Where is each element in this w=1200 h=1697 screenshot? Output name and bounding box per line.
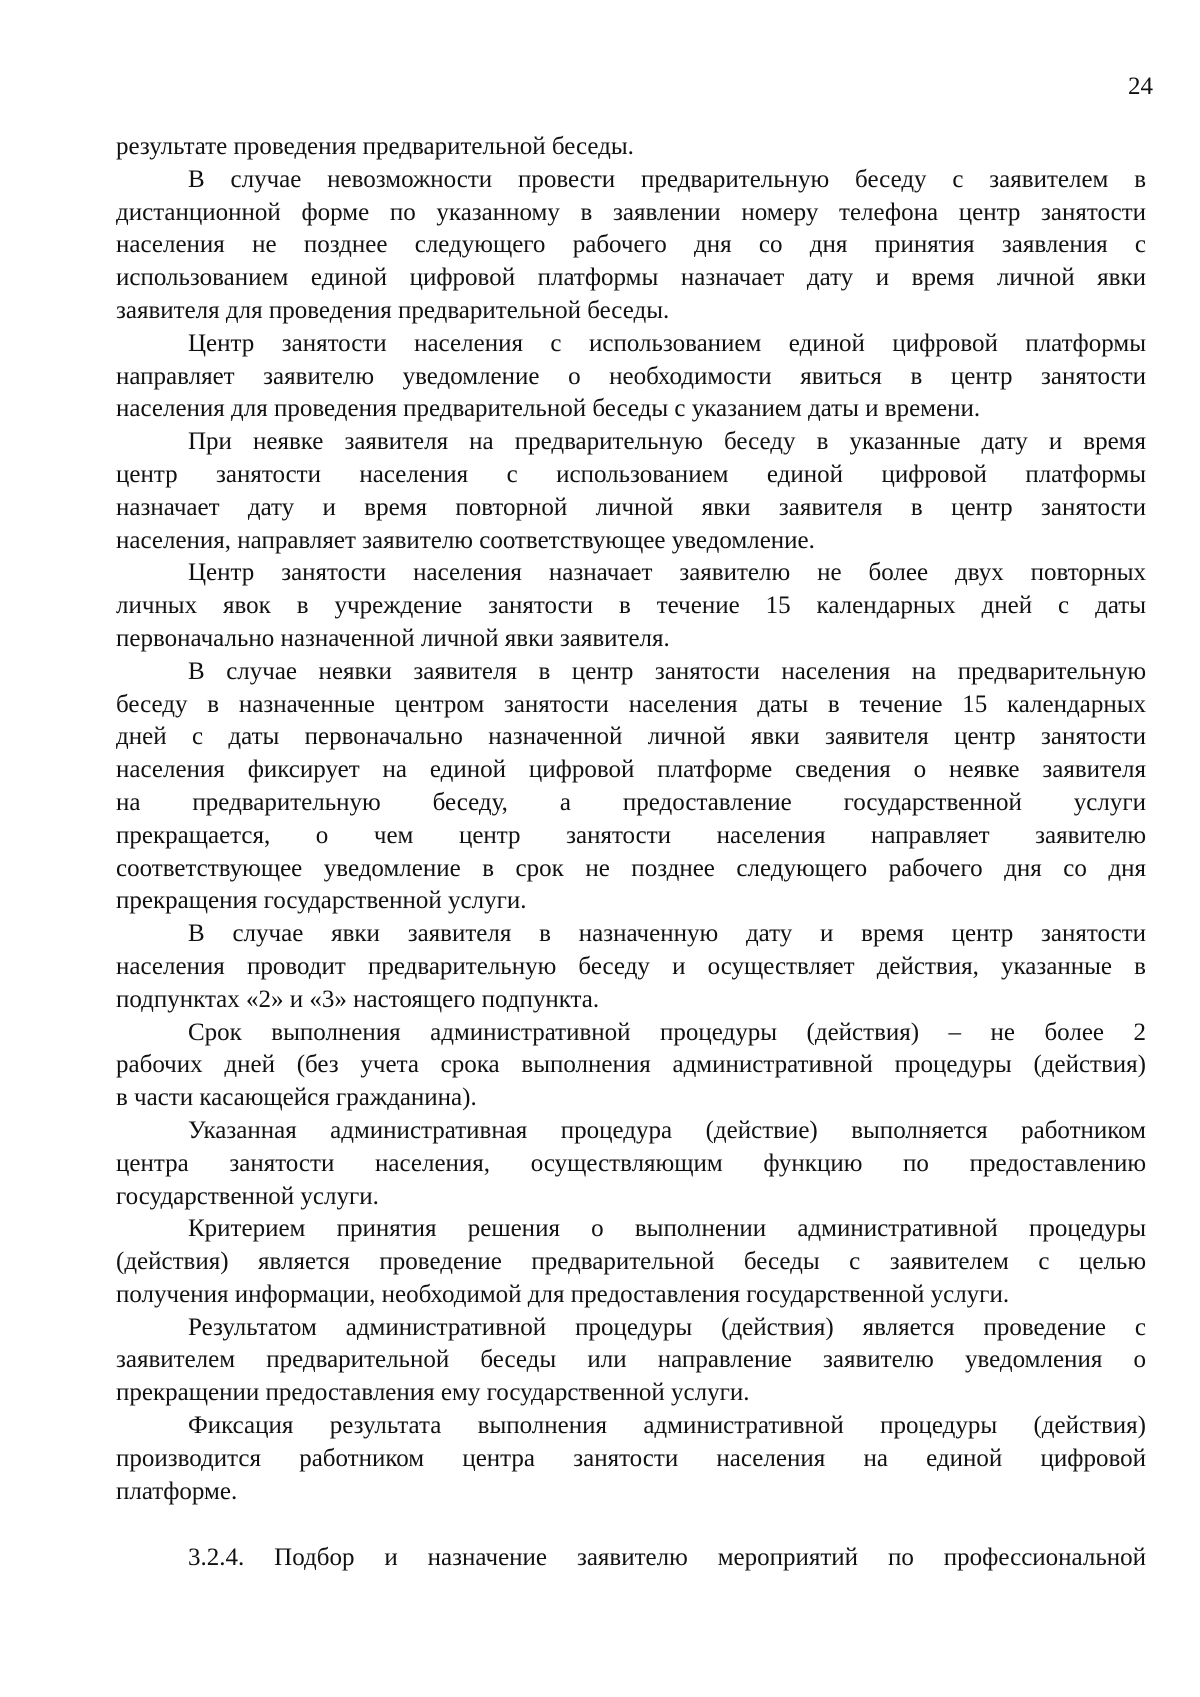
text-line: (действия) является проведение предварительной беседы с заявителем с целью (116, 1248, 1146, 1276)
text-line: в части касающейся гражданина). (116, 1084, 477, 1112)
text-line: соответствующее уведомление в срок не позднее следующего рабочего дня со дня (116, 854, 1146, 882)
page-number: 24 (1128, 73, 1153, 100)
text-line: дистанционной форме по указанному в заявлении номеру телефона центр занятости (116, 198, 1146, 226)
section-heading-block (116, 1542, 1146, 1575)
text-line: платформе. (116, 1477, 238, 1505)
text-line: личных явок в учреждение занятости в течение 15 календарных дней с даты (116, 592, 1146, 620)
text-line: подпунктах «2» и «3» настоящего подпункта. (116, 985, 600, 1013)
text-line: использованием единой цифровой платформы назначает дату и время личной явки (116, 264, 1146, 292)
text-line: производится работником центра занятости населения на единой цифровой (116, 1444, 1146, 1472)
text-line: заявителем предварительной беседы или направление заявителю уведомления о (116, 1346, 1146, 1374)
text-line: рабочих дней (без учета срока выполнения административной процедуры (действия) (116, 1051, 1146, 1079)
text-line: населения для проведения предварительной беседы с указанием даты и времени. (116, 395, 981, 423)
text-line: Срок выполнения административной процедуры (действия) – не более 2 (188, 1018, 1146, 1046)
text-line: Критерием принятия решения о выполнении административной процедуры (188, 1215, 1146, 1243)
text-line: населения проводит предварительную беседу и осуществляет действия, указанные в (116, 952, 1146, 980)
text-line: заявителя для проведения предварительной беседы. (116, 296, 670, 324)
text-line: результате проведения предварительной беседы. (116, 133, 634, 160)
text-line: Результатом административной процедуры (действия) является проведение с (188, 1313, 1146, 1341)
text-line: Указанная административная процедура (действие) выполняется работником (188, 1116, 1146, 1144)
text-line: прекращения государственной услуги. (116, 887, 527, 915)
text-line: беседу в назначенные центром занятости населения даты в течение 15 календарных (116, 690, 1146, 718)
text-line: назначает дату и время повторной личной явки заявителя в центр занятости (116, 493, 1146, 521)
text-line: прекращается, о чем центр занятости населения направляет заявителю (116, 821, 1146, 849)
text-line: Фиксация результата выполнения административной процедуры (действия) (188, 1412, 1146, 1440)
text-line: дней с даты первоначально назначенной личной явки заявителя центр занятости (116, 723, 1146, 751)
body-text (116, 131, 1146, 1508)
text-line: первоначально назначенной личной явки заявителя. (116, 624, 670, 652)
text-line: населения фиксирует на единой цифровой платформе сведения о неявке заявителя (116, 756, 1146, 784)
text-line: В случае явки заявителя в назначенную дату и время центр занятости (188, 920, 1146, 948)
text-line: Центр занятости населения с использованием единой цифровой платформы (188, 329, 1146, 357)
text-line: прекращении предоставления ему государственной услуги. (116, 1379, 750, 1407)
text-line: При неявке заявителя на предварительную беседу в указанные дату и время (188, 428, 1146, 456)
text-line: получения информации, необходимой для предоставления государственной услуги. (116, 1280, 1010, 1308)
text-line: В случае невозможности провести предварительную беседу с заявителем в (188, 165, 1146, 193)
text-line: В случае неявки заявителя в центр занятости населения на предварительную (188, 657, 1146, 685)
text-line: Центр занятости населения назначает заявителю не более двух повторных (188, 559, 1146, 587)
section-heading: 3.2.4. Подбор и назначение заявителю мероприятий по профессиональной (188, 1544, 1146, 1571)
text-line: государственной услуги. (116, 1182, 379, 1210)
text-line: центра занятости населения, осуществляющим функцию по предоставлению (116, 1149, 1146, 1177)
text-line: центр занятости населения с использованием единой цифровой платформы (116, 460, 1146, 488)
text-line: направляет заявителю уведомление о необходимости явиться в центр занятости (116, 362, 1146, 390)
text-line: населения, направляет заявителю соответствующее уведомление. (116, 526, 815, 554)
text-line: на предварительную беседу, а предоставление государственной услуги (116, 788, 1146, 816)
text-line: населения не позднее следующего рабочего дня со дня принятия заявления с (116, 231, 1146, 259)
